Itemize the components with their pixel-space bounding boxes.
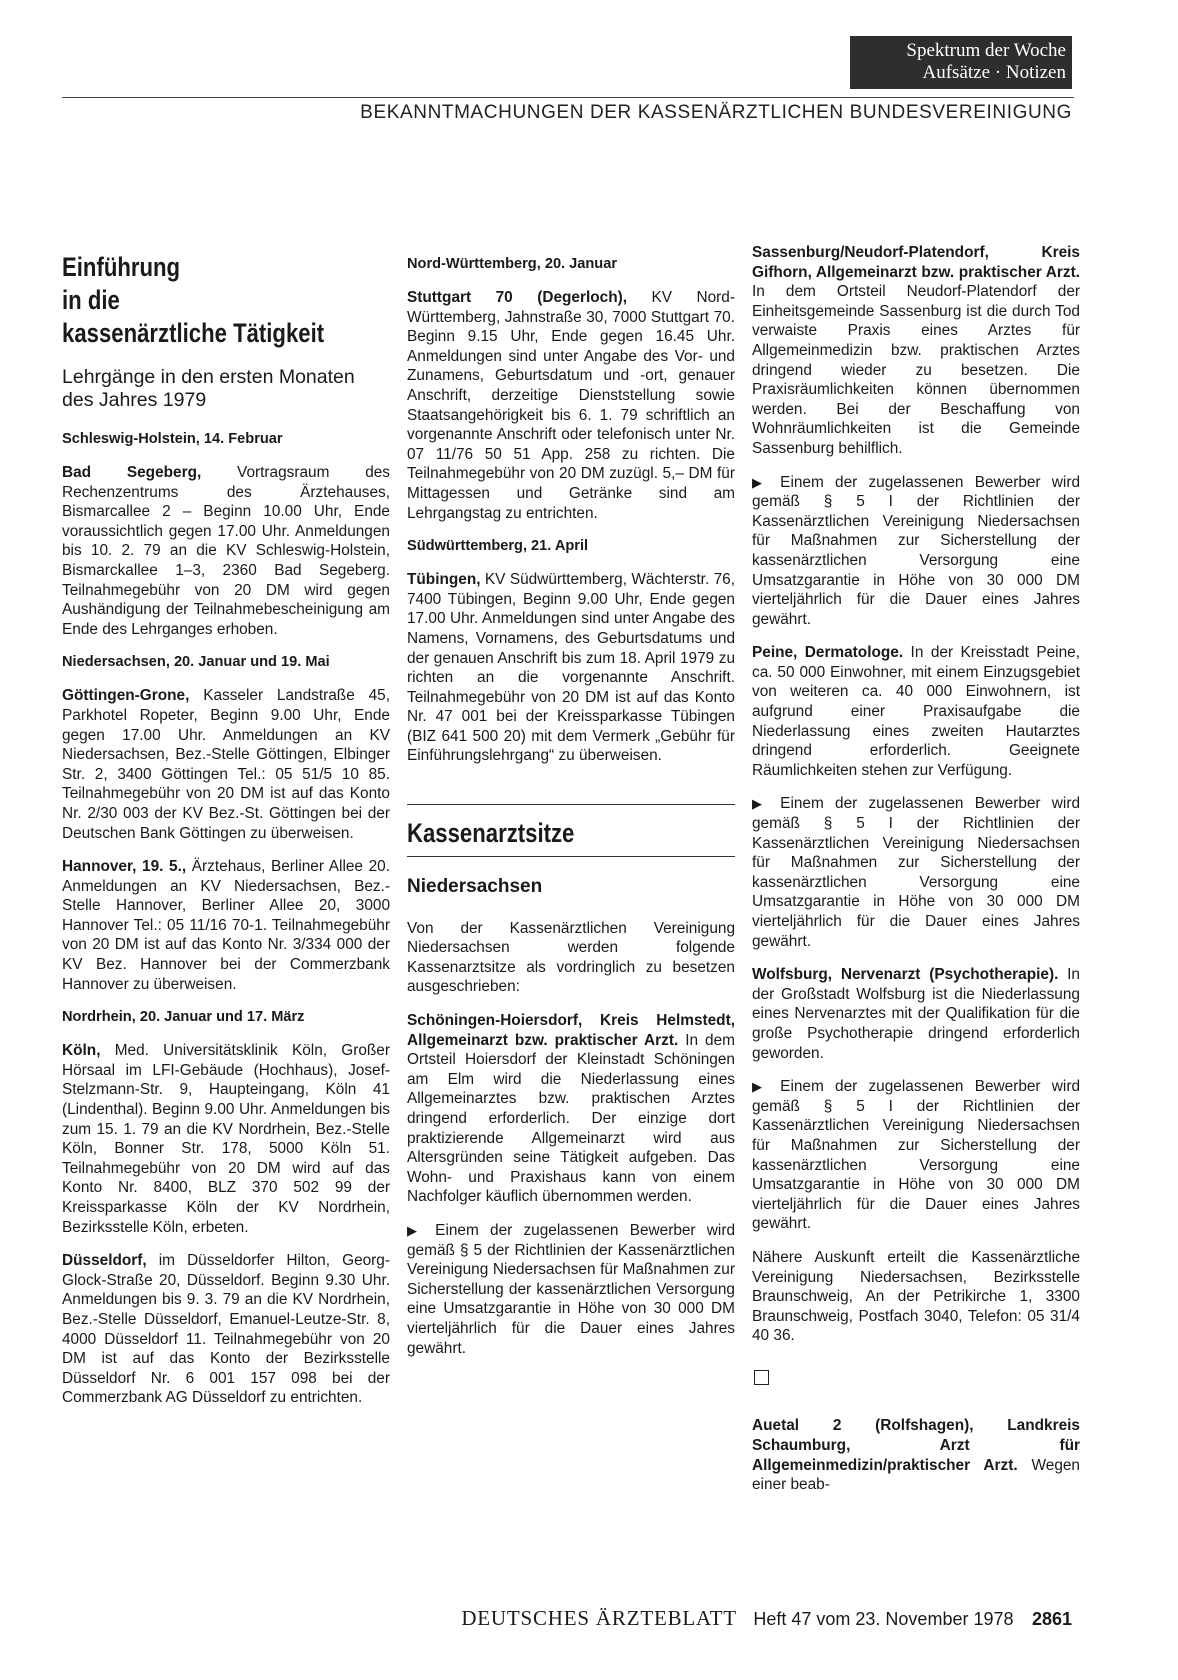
region-heading: Nordrhein, 20. Januar und 17. März xyxy=(62,1009,305,1026)
paragraph xyxy=(407,1011,735,1207)
paragraph-text: In der Großstadt Wolfsburg ist die Niederlassung eines Nervenarztes mit der Qualifikation für die große Psychotherapie dringend erforderlich geworden. xyxy=(752,966,1080,1062)
paragraph-text: Ärztehaus, Berliner Allee 20. Anmeldungen an KV Niedersachsen, Bez.-Stelle Hannover, Berliner Allee 20, 3000 Hannover Tel.: 05 11/16 70-1. Teilnahmegebühr von 20 DM ist auf das Konto Nr. 3/334 000 der KV Bez. Hannover bei der Commerzbank Hannover zu überweisen. xyxy=(62,858,390,993)
paragraph-lead: Stuttgart 70 (Degerloch), xyxy=(407,289,627,306)
paragraph-lead: Wolfsburg, Nervenarzt (Psychotherapie). xyxy=(752,966,1059,984)
paragraph xyxy=(407,919,735,997)
end-mark-box xyxy=(754,1370,769,1385)
paragraph-text: im Düsseldorfer Hilton, Georg-Glock-Straße 20, Düsseldorf. Beginn 9.30 Uhr. Anmeldungen bis 9. 3. 79 an die KV Nordrhein, Bez.-Stelle Düsseldorf, Emanuel-Leutze-Str. 8, 4000 Düsseldorf 11. Teilnahmegebühr von 20 DM ist auf das Konto der Bezirksstelle Düsseldorf Nr. 6 001 157 098 bei der Commerzbank AG Düsseldorf zu entrichten. xyxy=(62,1252,390,1407)
column-1-body xyxy=(62,430,390,1408)
guarantee-paragraph xyxy=(752,1077,1080,1234)
header-rule xyxy=(62,97,1074,98)
guarantee-paragraph xyxy=(752,473,1080,630)
article-title-line: Einführung xyxy=(62,252,181,282)
column-2-body xyxy=(407,255,735,766)
paragraph-text: KV Südwürttemberg, Wächterstr. 76, 7400 Tübingen, Beginn 9.00 Uhr, Ende gegen 17.00 Uhr. Anmeldungen sind unter Angabe des Namens, Vornamens, des Geburtsdatums und der genauen Anschrift bis zum 18. April 1979 zu richten an die vorgenannte Anschrift. Teilnahmegebühr von 20 DM ist auf das Konto Nr. 47 001 bei der Kreissparkasse Tübingen (BIZ 641 500 20) mit dem Vermerk „Gebühr für Einführungslehrgang“ zu überweisen. xyxy=(407,571,735,765)
paragraph-lead: Sassenburg/Neudorf-Platendorf, Kreis Gifhorn, Allgemeinarzt bzw. praktischer Arzt. xyxy=(752,244,1080,281)
paragraph-lead: Bad Segeberg, xyxy=(62,464,202,481)
paragraph-lead: Köln, xyxy=(62,1042,101,1060)
article-title-line: kassenärztliche Tätigkeit xyxy=(62,318,325,348)
column-3 xyxy=(752,243,1080,1509)
paragraph-lead: Peine, Dermatologe. xyxy=(752,644,904,662)
article-title-line: in die xyxy=(62,285,120,315)
paragraph xyxy=(752,965,1080,1063)
paragraph-lead: Auetal 2 (Rolfshagen), Landkreis Schaumburg, Arzt für Allgemeinmedizin/praktischer Arzt. xyxy=(752,1417,1080,1474)
paragraph-lead: Hannover, 19. 5., xyxy=(62,858,187,876)
region-heading: Schleswig-Holstein, 14. Februar xyxy=(62,431,283,447)
column-2 xyxy=(407,243,735,1372)
paragraph-lead: Düsseldorf, xyxy=(62,1252,147,1270)
triangle-marker-icon: ▶ xyxy=(752,474,769,490)
paragraph-text: In dem Ortsteil Hoiersdorf der Kleinstadt Schöningen am Elm wird die Niederlassung eines Allgemeinarztes bzw. praktischen Arztes dringend erforderlich. Der einzige dort praktizierende Allgemeinarzt wird aus Altersgründen seine Tätigkeit aufgeben. Das Wohn- und Praxishaus kann von einem Nachfolger käuflich übernommen werden. xyxy=(407,1031,735,1206)
triangle-marker-icon: ▶ xyxy=(752,1079,769,1095)
paragraph-text: In der Kreisstadt Peine, ca. 50 000 Einwohner, mit einem Einzugsgebiet von weiteren ca. 40 000 Einwohnern, ist aufgrund einer Praxisaufgabe die Niederlassung eines zweiten Hautarztes dringend erforderlich. Geeignete Räumlichkeiten stehen zur Verfügung. xyxy=(752,644,1080,779)
triangle-marker-icon: ▶ xyxy=(752,796,769,812)
section-title: Kassenarztsitze xyxy=(407,818,575,849)
paragraph xyxy=(752,1416,1080,1494)
paragraph-text: Kasseler Landstraße 45, Parkhotel Ropeter, Beginn 9.00 Uhr, Ende gegen 17.00 Uhr. Anmeldungen an KV Niedersachsen, Bez.-Stelle Göttingen, Elbinger Str. 2, 3400 Göttingen Tel.: 05 51/5 10 85. Teilnahmegebühr von 20 DM ist auf das Konto Nr. 2/30 003 der KV Bez.-St. Göttingen bei der Deutschen Bank Göttingen zu überweisen. xyxy=(62,687,390,842)
paragraph xyxy=(407,288,735,523)
paragraph-text: Von der Kassenärztlichen Vereinigung Niedersachsen werden folgende Kassenarztsitze als vordringlich zu besetzen ausgeschrieben: xyxy=(407,919,735,996)
paragraph xyxy=(62,857,390,994)
page-number: 2861 xyxy=(1031,1609,1072,1629)
paragraph-text: KV Nord-Württemberg, Jahnstraße 30, 7000 Stuttgart 70. Beginn 9.15 Uhr, Ende gegen 16.45 Uhr. Anmeldungen sind unter Angabe des Vor- und Zunamens, Geburtsdatum und -ort, genauer Anschrift, derzeitige Dienststellung sowie Staatsangehörigkeit bis 6. 1. 79 schriftlich an vorgenannte Anschrift oder telefonisch unter Nr. 07 11/76 50 51 App. 258 zu richten. Die Teilnahmegebühr von 20 DM zuzügl. 5,– DM für Mittagessen und Getränke sind am Lehrgangstag zu entrichten. xyxy=(407,289,735,522)
paragraph-text: Vortragsraum des Rechenzentrums des Ärztehauses, Bismarcallee 2 – Beginn 10.00 Uhr, Ende voraussichtlich gegen 17.00 Uhr. Anmeldungen bis 10. 2. 79 an die KV Schleswig-Holstein, Bismarckallee 1–3, 2360 Bad Segeberg. Teilnahmegebühr von 20 DM wird gegen Aushändigung der Teilnahmebescheinigung am Ende des Lehrganges erhoben. xyxy=(62,464,391,638)
guarantee-paragraph xyxy=(407,1221,735,1358)
paragraph-lead: Göttingen-Grone, xyxy=(62,687,190,705)
region-heading: Niedersachsen, 20. Januar und 19. Mai xyxy=(62,654,330,671)
paragraph-text: Wegen einer beab- xyxy=(752,1456,1080,1494)
paragraph-text: Einem der zugelassenen Bewerber wird gemäß § 5 I der Richtlinien der Kassenärztlichen Vereinigung Niedersachsen für Maßnahmen zur Sicherstellung der kassenärztlichen Versorgung eine Umsatzgarantie in Höhe von 30 000 DM vierteljährlich für die Dauer eines Jahres gewährt. xyxy=(752,473,1080,628)
region-heading: Südwürttemberg, 21. April xyxy=(407,538,589,555)
article-title xyxy=(62,251,390,350)
paragraph-lead: Schöningen-Hoiersdorf, Kreis Helmstedt, Allgemeinarzt bzw. praktischer Arzt. xyxy=(407,1012,735,1049)
paragraph-text: Einem der zugelassenen Bewerber wird gemäß § 5 I der Richtlinien der Kassenärztlichen Vereinigung Niedersachsen für Maßnahmen zur Sicherstellung der kassenärztlichen Versorgung eine Umsatzgarantie in Höhe von 30 000 DM vierteljährlich für die Dauer eines Jahres gewährt. xyxy=(752,795,1080,950)
column-1 xyxy=(62,243,390,1422)
paragraph xyxy=(62,1041,390,1237)
paragraph xyxy=(62,686,390,843)
paragraph xyxy=(62,463,390,639)
paragraph xyxy=(407,570,735,766)
page-header-title: BEKANNTMACHUNGEN DER KASSENÄRZTLICHEN BUNDESVEREINIGUNG xyxy=(360,102,1072,123)
issue-info: Heft 47 vom 23. November 1978 xyxy=(753,1609,1014,1629)
badge-line-2: Aufsätze · Notizen xyxy=(922,62,1066,83)
paragraph-text: Nähere Auskunft erteilt die Kassenärztliche Vereinigung Niedersachsen, Bezirksstelle Braunschweig, An der Petrikirche 1, 3300 Braunschweig, Postfach 3040, Telefon: 05 31/4 40 36. xyxy=(752,1248,1080,1345)
paragraph xyxy=(752,1248,1080,1346)
section-subtitle: Niedersachsen xyxy=(407,876,543,898)
paragraph xyxy=(752,643,1080,780)
paragraph xyxy=(62,1251,390,1408)
triangle-marker-icon: ▶ xyxy=(407,1222,424,1238)
paragraph-text: Einem der zugelassenen Bewerber wird gemäß § 5 I der Richtlinien der Kassenärztlichen Vereinigung Niedersachsen für Maßnahmen zur Sicherstellung der kassenärztlichen Versorgung eine Umsatzgarantie in Höhe von 30 000 DM vierteljährlich für die Dauer eines Jahres gewährt. xyxy=(752,1078,1080,1233)
page-footer xyxy=(461,1606,1072,1631)
paragraph-text: In dem Ortsteil Neudorf-Platendorf der Einheitsgemeinde Sassenburg ist die durch Tod verwaiste Praxis eines Arztes für Allgemeinmedizin bzw. praktischen Arztes dringend wieder zu besetzen. Die Praxisräumlichkeiten können übernommen werden. Bei der Beschaffung von Wohnräumlichkeiten ist die Gemeinde Sassenburg behilflich. xyxy=(752,283,1080,457)
paragraph xyxy=(752,243,1080,459)
column-3-body xyxy=(752,243,1080,1495)
region-heading: Nord-Württemberg, 20. Januar xyxy=(407,256,618,272)
article-subtitle: Lehrgänge in den ersten Monaten des Jahres 1979 xyxy=(62,366,355,411)
section-badge xyxy=(850,36,1072,89)
journal-name: DEUTSCHES ÄRZTEBLATT xyxy=(461,1606,737,1630)
paragraph-lead: Tübingen, xyxy=(407,571,481,589)
guarantee-paragraph xyxy=(752,794,1080,951)
column-2-body-2 xyxy=(407,919,735,1358)
paragraph-text: Einem der zugelassenen Bewerber wird gemäß § 5 der Richtlinien der Kassenärztlichen Vereinigung Niedersachsen für Maßnahmen zur Sicherstellung der kassenärztlichen Versorgung eine Umsatzgarantie in Höhe von 30 000 DM vierteljährlich für die Dauer eines Jahres gewährt. xyxy=(407,1221,735,1357)
section-heading-box xyxy=(407,804,735,857)
paragraph-text: Med. Universitätsklinik Köln, Großer Hörsaal im LFI-Gebäude (Hochhaus), Josef-Stelzmann-Str. 9, Haupteingang, Köln 41 (Lindenthal). Beginn 9.00 Uhr. Anmeldungen bis zum 15. 1. 79 an die KV Nordrhein, Bez.-Stelle Köln, Bonner Str. 178, 5000 Köln 51. Teilnahmegebühr von 20 DM wird auf das Konto Nr. 8400, BLZ 370 502 99 der Kreissparkasse Köln der KV Nordrhein, Bezirksstelle Köln, erbeten. xyxy=(62,1042,390,1236)
badge-line-1: Spektrum der Woche xyxy=(906,40,1066,61)
